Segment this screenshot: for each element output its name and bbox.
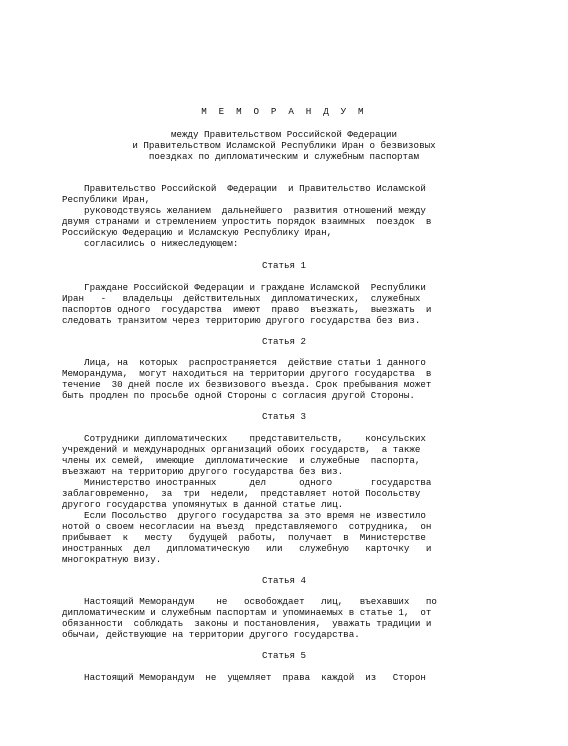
article-line: члены их семей, имеющие дипломатические и служебные паспорта, <box>62 455 421 466</box>
article-line: Сотрудники дипломатических представительств, консульских <box>62 433 426 444</box>
article-line: Меморандума, могут находиться на территории другого государства в <box>62 368 432 379</box>
article-line: обычаи, действующие на территории другого государства. <box>62 629 360 640</box>
preamble-line: Правительство Российской Федерации и Правительство Исламской <box>62 183 426 194</box>
article-line: Граждане Российской Федерации и граждане Исламской Республики <box>62 282 426 293</box>
article-heading: Статья 3 <box>261 411 307 422</box>
subtitle-line: и Правительством Исламской Республики Иран о безвизовых <box>132 140 436 151</box>
article-line: паспортов одного государства имеют право въезжать, выезжать и <box>62 304 432 315</box>
article-heading: Статья 1 <box>261 260 307 271</box>
preamble-line: двумя странами и стремлением упростить порядок взаимных поездок в <box>62 216 432 227</box>
preamble-line: руководствуясь желанием дальнейшего развития отношений между <box>62 205 426 216</box>
preamble-line: Республики Иран, <box>62 194 151 205</box>
article-line: следовать транзитом через территорию другого государства без виз. <box>62 315 421 326</box>
article-line: Лица, на которых распространяется действие статьи 1 данного <box>62 357 426 368</box>
subtitle-line: поездках по дипломатическим и служебным паспортам <box>148 151 420 162</box>
article-line: Настоящий Меморандум не ущемляет права каждой из Сторон <box>62 672 426 683</box>
article-heading: Статья 4 <box>261 575 307 586</box>
article-line: дипломатическим и служебным паспортам и упоминаемых в статье 1, от <box>62 607 432 618</box>
preamble-line: Российскую Федерацию и Исламскую Республику Иран, <box>62 227 333 238</box>
subtitle-line: между Правительством Российской Федерации <box>170 129 398 140</box>
article-line: Министерство иностранных дел одного государства <box>62 477 432 488</box>
article-heading: Статья 2 <box>261 336 307 347</box>
article-line: прибывает к месту будущей работы, получает в Министерстве <box>62 532 426 543</box>
article-line: многократную визу. <box>62 554 162 565</box>
article-line: заблаговременно, за три недели, представляет нотой Посольству <box>62 488 421 499</box>
article-line: въезжают на территорию другого государства без виз. <box>62 466 344 477</box>
article-line: Настоящий Меморандум не освобождает лиц, въехавших по <box>62 596 437 607</box>
preamble-line: согласились о нижеследующем: <box>62 238 239 249</box>
article-line: иностранных дел дипломатическую или служебную карточку и <box>62 543 432 554</box>
article-line: Если Посольство другого государства за это время не известило <box>62 510 426 521</box>
document-title: М Е М О Р А Н Д У М <box>201 106 367 117</box>
article-line: обязанности соблюдать законы и постановления, уважать традиции и <box>62 618 432 629</box>
article-line: Иран - владельцы действительных дипломатических, служебных <box>62 293 421 304</box>
article-heading: Статья 5 <box>261 650 307 661</box>
article-line: течение 30 дней после их безвизового въезда. Срок пребывания может <box>62 379 432 390</box>
article-line: учреждений и международных организаций обоих государств, а также <box>62 444 421 455</box>
article-line: нотой о своем несогласии на въезд представляемого сотрудника, он <box>62 521 432 532</box>
article-line: другого государства упомянутых в данной статье лиц. <box>62 499 344 510</box>
article-line: быть продлен по просьбе одной Стороны с согласия другой Стороны. <box>62 390 415 401</box>
